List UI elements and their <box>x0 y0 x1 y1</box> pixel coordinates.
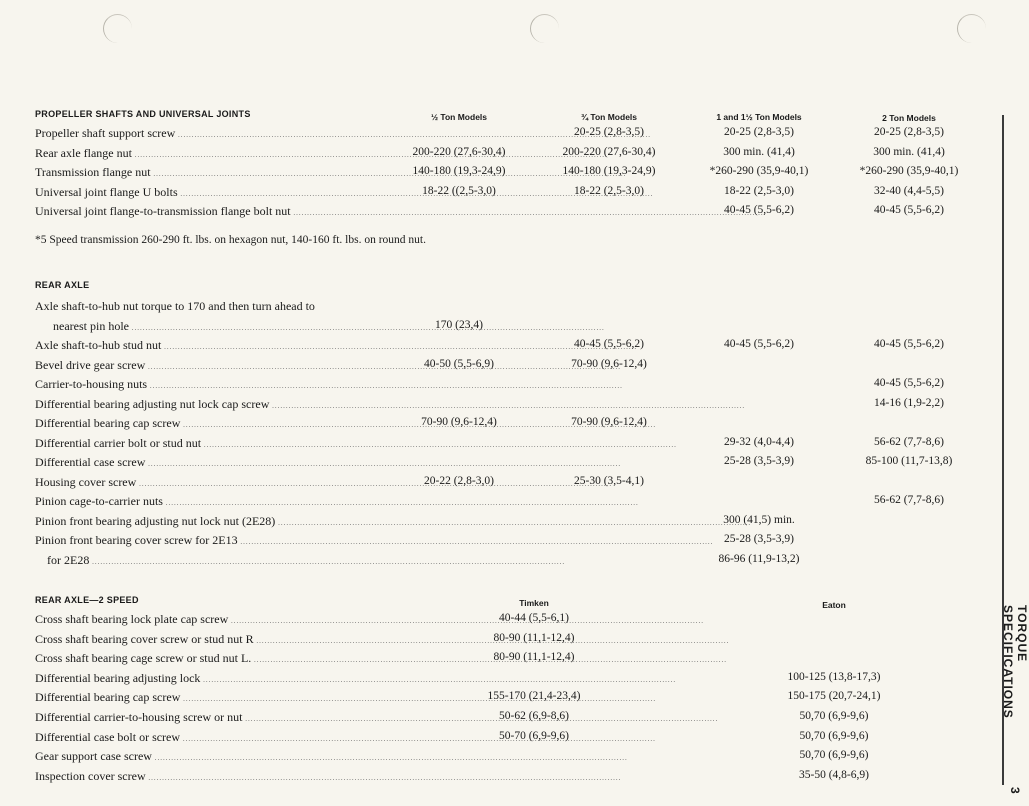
col-one-ton: 1 and 1½ Ton Models <box>716 112 802 122</box>
torque-value: 80-90 (11,1-12,4) <box>493 631 575 644</box>
table-row <box>35 319 995 338</box>
torque-value: 140-180 (19,3-24,9) <box>412 165 506 177</box>
section-title-propeller: PROPELLER SHAFTS AND UNIVERSAL JOINTS <box>35 109 251 119</box>
torque-value: 70-90 (9,6-12,4) <box>571 357 647 370</box>
row-label: Differential bearing adjusting nut lock cap screw ..... <box>35 397 385 412</box>
table-row <box>35 416 995 435</box>
table-row <box>35 730 995 749</box>
torque-value: 40-45 (5,5-6,2) <box>724 338 794 350</box>
row-label: Pinion front bearing cover screw for 2E13 ..... <box>35 533 385 548</box>
torque-value: 25-30 (3,5-4,1) <box>574 474 644 487</box>
torque-value: 85-100 (11,7-13,8) <box>865 455 953 467</box>
torque-value: 35-50 (4,8-6,9) <box>799 768 869 781</box>
torque-value: 40-45 (5,5-6,2) <box>874 338 944 350</box>
binder-hole-right <box>957 14 986 43</box>
transmission-footnote: *5 Speed transmission 260-290 ft. lbs. on hexagon nut, 140-160 ft. lbs. on round nut. <box>35 234 426 246</box>
row-label: Cross shaft bearing lock plate cap screw ..... <box>35 612 385 627</box>
table-row <box>35 126 995 145</box>
table-row <box>35 690 995 709</box>
row-label: Differential carrier-to-housing screw or nut ..... <box>35 710 385 725</box>
row-label: Differential carrier bolt or stud nut ..... <box>35 436 385 451</box>
torque-value: 50,70 (6,9-9,6) <box>799 710 869 722</box>
torque-value: 20-25 (2,8-3,5) <box>874 126 944 138</box>
row-label: Universal joint flange-to-transmission flange bolt nut ..... <box>35 204 385 219</box>
col-two-ton: 2 Ton Models <box>882 113 936 123</box>
section-title-rear-axle: REAR AXLE <box>35 280 90 290</box>
table-row <box>35 553 995 572</box>
row-label: Gear support case screw ..... <box>35 749 385 764</box>
table-row <box>35 710 995 729</box>
torque-value: 40-45 (5,5-6,2) <box>874 377 944 389</box>
table-row <box>35 671 995 690</box>
torque-value: 40-45 (5,5-6,2) <box>724 204 794 216</box>
table-row <box>35 377 995 396</box>
row-label: Bevel drive gear screw ..... <box>35 358 385 373</box>
col-half-ton: ½ Ton Models <box>430 112 488 122</box>
torque-value: 200-220 (27,6-30,4) <box>562 145 656 158</box>
col-eaton: Eaton <box>822 600 846 610</box>
torque-value: 100-125 (13,8-17,3) <box>787 670 881 683</box>
col-timken: Timken <box>519 598 549 608</box>
table-row <box>35 146 995 165</box>
row-label: Rear axle flange nut ..... <box>35 146 385 161</box>
row-label: Housing cover screw ..... <box>35 475 385 490</box>
torque-value: 32-40 (4,4-5,5) <box>874 184 944 197</box>
table-row <box>35 165 995 184</box>
row-label: Inspection cover screw ..... <box>35 769 385 784</box>
row-label: Carrier-to-housing nuts ..... <box>35 377 385 392</box>
torque-value: 300 min. (41,4) <box>723 145 795 158</box>
torque-value: 56-62 (7,7-8,6) <box>874 494 944 506</box>
torque-value: 200-220 (27,6-30,4) <box>412 145 506 158</box>
torque-value: 25-28 (3,5-3,9) <box>724 533 794 545</box>
table-row <box>35 436 995 455</box>
binder-hole-center <box>530 14 559 43</box>
row-label: Differential case screw ..... <box>35 455 385 470</box>
table-row <box>35 769 995 788</box>
table-row <box>35 397 995 416</box>
torque-value: 40-50 (5,5-6,9) <box>424 357 494 370</box>
torque-value: 86-96 (11,9-13,2) <box>718 552 800 565</box>
row-label: Transmission flange nut ..... <box>35 165 385 180</box>
table-row <box>35 475 995 494</box>
torque-value: 18-22 (2,5-3,0) <box>574 184 644 197</box>
table-row <box>35 299 995 318</box>
section-title-two-speed: REAR AXLE—2 SPEED <box>35 595 139 605</box>
row-label: Differential bearing adjusting lock ..... <box>35 671 385 686</box>
torque-value: 18-22 ((2,5-3,0) <box>422 184 496 197</box>
torque-value: 40-44 (5,5-6,1) <box>499 612 569 624</box>
torque-value: *260-290 (35,9-40,1) <box>859 165 959 177</box>
table-row <box>35 612 995 631</box>
table-row <box>35 204 995 223</box>
table-row <box>35 533 995 552</box>
torque-value: 50,70 (6,9-9,6) <box>799 729 869 742</box>
table-row <box>35 494 995 513</box>
torque-value: 20-25 (2,8-3,5) <box>724 126 794 138</box>
binder-hole-left <box>103 14 132 43</box>
torque-value: 50,70 (6,9-9,6) <box>799 749 869 762</box>
row-label: Pinion cage-to-carrier nuts ..... <box>35 494 385 509</box>
torque-value: 170 (23,4) <box>435 318 483 331</box>
torque-value: 300 (41,5) min. <box>723 513 795 526</box>
table-row <box>35 358 995 377</box>
torque-value: 140-180 (19,3-24,9) <box>562 165 656 177</box>
torque-value: 29-32 (4,0-4,4) <box>724 435 794 448</box>
table-row <box>35 338 995 357</box>
row-label: Universal joint flange U bolts ..... <box>35 185 385 200</box>
torque-value: 155-170 (21,4-23,4) <box>487 690 581 703</box>
row-label: for 2E28 ..... <box>35 553 397 568</box>
torque-value: *260-290 (35,9-40,1) <box>709 165 809 177</box>
table-row <box>35 514 995 533</box>
torque-value: 80-90 (11,1-12,4) <box>493 651 575 664</box>
table-row <box>35 185 995 204</box>
row-label: Pinion front bearing adjusting nut lock nut (2E28) ..... <box>35 514 385 529</box>
row-label: Propeller shaft support screw ..... <box>35 126 385 141</box>
torque-value: 70-90 (9,6-12,4) <box>421 416 497 428</box>
torque-value: 150-175 (20,7-24,1) <box>787 690 881 703</box>
torque-value: 50-70 (6,9-9,6) <box>499 729 569 742</box>
page-number: 3 <box>1008 787 1022 795</box>
row-label: Axle shaft-to-hub stud nut ..... <box>35 338 385 353</box>
row-label: Differential bearing cap screw ..... <box>35 416 385 431</box>
row-label: Cross shaft bearing cover screw or stud nut R ..... <box>35 632 385 647</box>
torque-value: 50-62 (6,9-8,6) <box>499 710 569 722</box>
table-row <box>35 455 995 474</box>
torque-value: 40-45 (5,5-6,2) <box>574 338 644 350</box>
torque-value: 70-90 (9,6-12,4) <box>571 416 647 428</box>
table-row <box>35 651 995 670</box>
torque-value: 20-25 (2,8-3,5) <box>574 126 644 138</box>
torque-value: 18-22 (2,5-3,0) <box>724 184 794 197</box>
torque-value: 20-22 (2,8-3,0) <box>424 474 494 487</box>
side-title: TORQUE SPECIFICATIONS <box>1001 605 1029 719</box>
row-label: Cross shaft bearing cage screw or stud nut L. ..... <box>35 651 385 666</box>
row-label: Differential bearing cap screw ..... <box>35 690 385 705</box>
side-tab <box>1001 605 1029 795</box>
row-label: Axle shaft-to-hub nut torque to 170 and then turn ahead to <box>35 299 315 313</box>
torque-value: 25-28 (3,5-3,9) <box>724 455 794 467</box>
row-label: Differential case bolt or screw ..... <box>35 730 385 745</box>
row-label: nearest pin hole ..... <box>35 319 403 334</box>
torque-value: 300 min. (41,4) <box>873 145 945 158</box>
torque-value: 14-16 (1,9-2,2) <box>874 396 944 409</box>
torque-value: 56-62 (7,7-8,6) <box>874 435 944 448</box>
col-three-quarter-ton: ¾ Ton Models <box>580 112 638 122</box>
table-row <box>35 632 995 651</box>
table-row <box>35 749 995 768</box>
torque-value: 40-45 (5,5-6,2) <box>874 204 944 216</box>
